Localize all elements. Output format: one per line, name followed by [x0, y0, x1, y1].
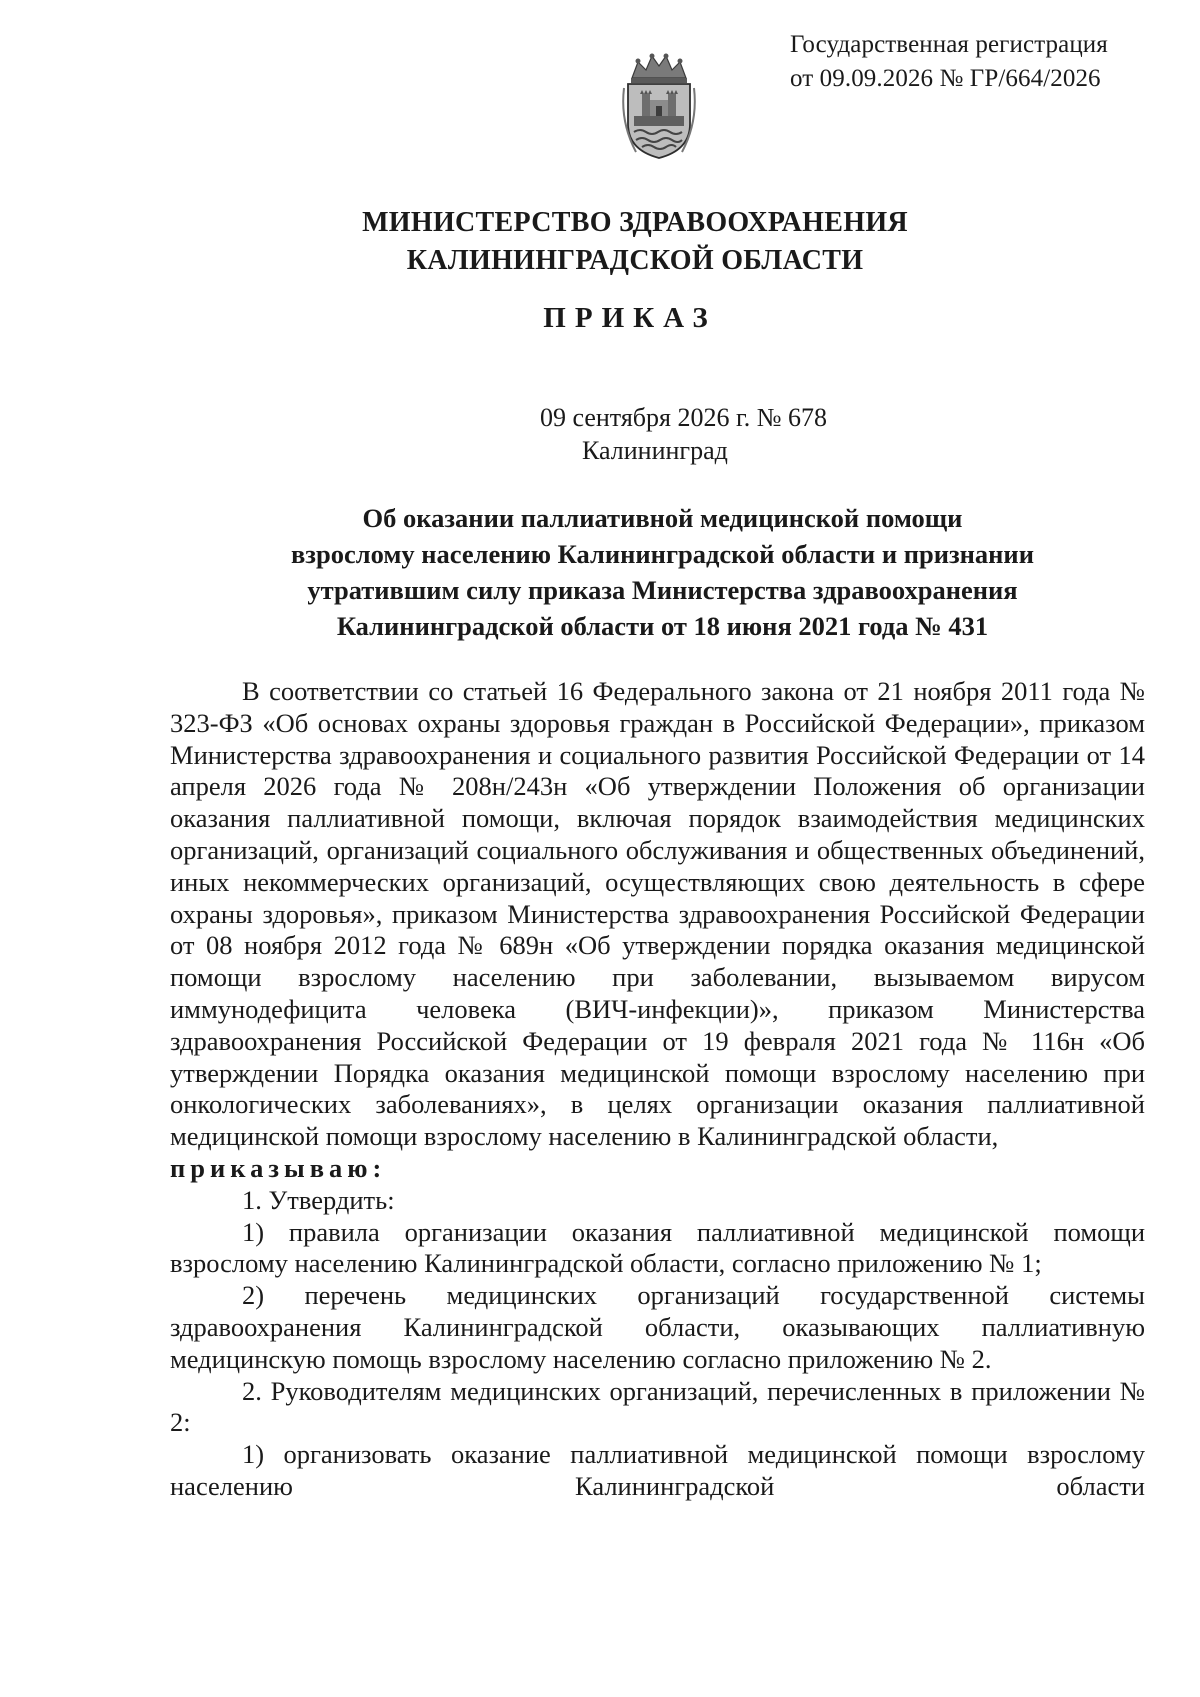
registration-line-2: от 09.09.2026 № ГР/664/2026 [790, 65, 1101, 92]
ministry-heading [0, 204, 1200, 280]
order-word: приказываю: [170, 1152, 387, 1183]
item-1: 1. Утвердить: [242, 1184, 395, 1215]
order-date-number: 09 сентября 2026 г. № 678 [540, 403, 828, 432]
state-registration-stamp [790, 28, 1108, 96]
title-line-1: Об оказании паллиативной медицинской помощи [362, 503, 963, 533]
title-line-2: взрослому населению Калининградской области и признании [291, 539, 1034, 569]
item-2: 2. Руководителям медицинских организаций, перечисленных в приложении № 2: [170, 1375, 1145, 1438]
order-body [170, 676, 1145, 1503]
item-1-subitem-1: 1) правила организации оказания паллиативной медицинской помощи взрослому населению Калининградской области, согласно приложению № 1; [170, 1216, 1145, 1279]
preamble-paragraph: В соответствии со статьей 16 Федерального закона от 21 ноября 2011 года № 323-ФЗ «Об основах охраны здоровья граждан в Российской Федерации», приказом Министерства здравоохранения и социального развития Российской Федерации от 14 апреля 2026 года № 208н/243н «Об утверждении Положения об организации оказания паллиативной помощи, включая порядок взаимодействия медицинских организаций, организаций социального обслуживания и общественных объединений, иных некоммерческих организаций, осуществляющих свою деятельность в сфере охраны здоровья», приказом Министерства здравоохранения Российской Федерации от 08 ноября 2012 года № 689н «Об утверждении порядка оказания медицинской помощи взрослому населению при заболевании, вызываемом вирусом иммунодефицита человека (ВИЧ-инфекции)», приказом Министерства здравоохранения Российской Федерации от 19 февраля 2021 года № 116н «Об утверждении Порядка оказания медицинской помощи взрослому населению при онкологических заболеваниях», в целях организации оказания паллиативной медицинской помощи взрослому населению в Калининградской области, [170, 676, 1145, 1152]
order-title [170, 500, 1155, 644]
coat-of-arms-icon [618, 52, 700, 162]
ministry-line-2: КАЛИНИНГРАДСКОЙ ОБЛАСТИ [406, 245, 864, 276]
title-line-3: утратившим силу приказа Министерства здравоохранения [307, 575, 1018, 605]
registration-line-1: Государственная регистрация [790, 31, 1108, 58]
title-line-4: Калининградской области от 18 июня 2021 года № 431 [336, 611, 989, 641]
document-type: ПРИКАЗ [543, 302, 717, 334]
ministry-line-1: МИНИСТЕРСТВО ЗДРАВООХРАНЕНИЯ [362, 207, 908, 238]
order-city: Калининград [582, 436, 728, 465]
item-1-subitem-2: 2) перечень медицинских организаций государственной системы здравоохранения Калининградской области, оказывающих паллиативную медицинскую помощь взрослому населению согласно приложению № 2. [170, 1280, 1145, 1374]
item-2-subitem-1: 1) организовать оказание паллиативной медицинской помощи взрослому населению Калининградской области [170, 1439, 1145, 1501]
